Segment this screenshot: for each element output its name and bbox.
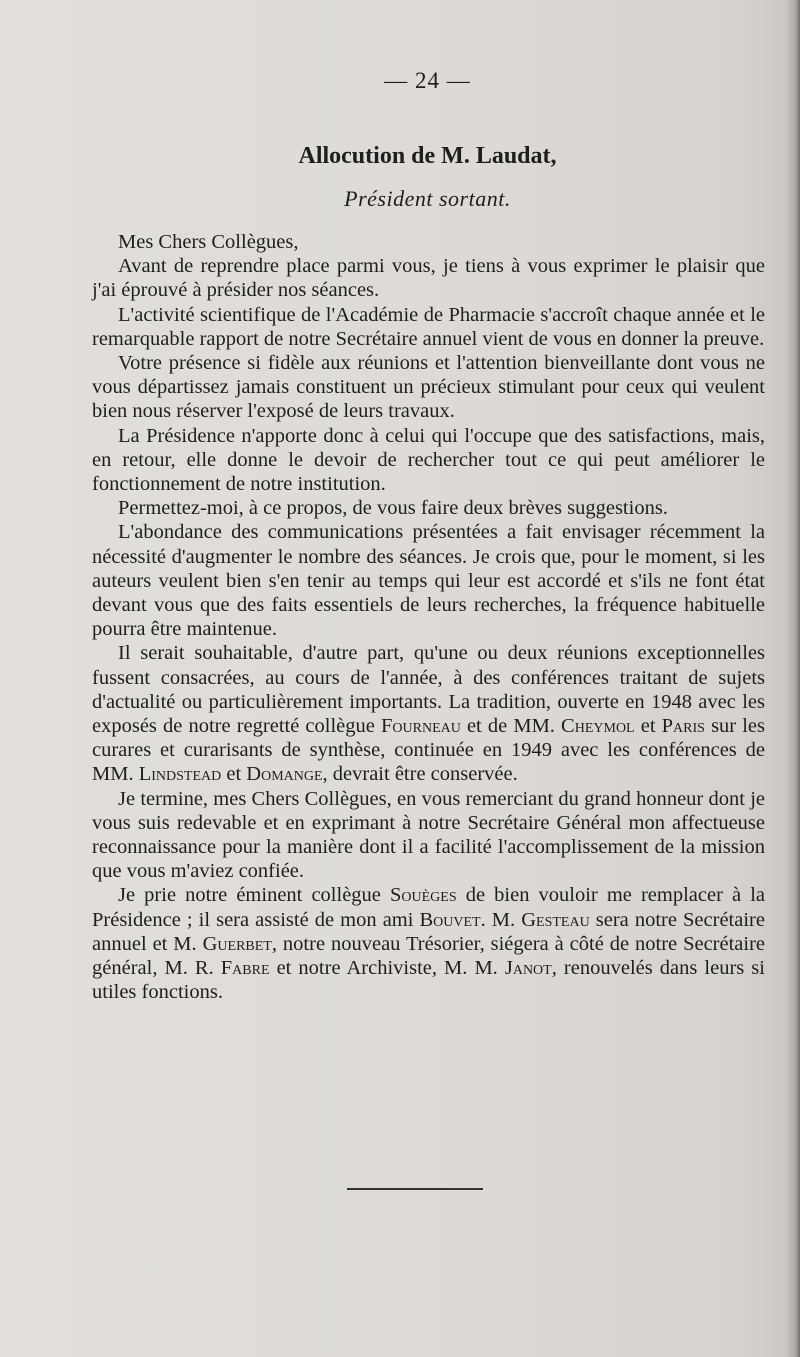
text-run: de bien vouloir me remplacer à la Présidence ; il sera assisté de mon ami (92, 884, 765, 931)
person-name: Cheymol (561, 715, 635, 738)
person-name: Guerbet (202, 932, 272, 955)
person-name: Fourneau (381, 715, 461, 738)
paragraph-7 (92, 641, 765, 786)
speech-subtitle: Président sortant. (344, 186, 511, 211)
text-run: Il serait souhaitable, d'autre part, qu'une ou deux réunions exceptionnelles fussent consacrées, au cours de l'année, à des conférences traitant de sujets d'actualité ou particulièrement importants. La tradition, ouverte en 1948 avec les exposés de notre regretté collègue (92, 642, 765, 738)
salutation: Mes Chers Collègues, (118, 231, 299, 253)
person-name: Paris (661, 715, 705, 738)
paragraph-1: Avant de reprendre place parmi vous, je tiens à vous exprimer le plaisir que j'ai éprouvé à présider nos séances. (92, 255, 765, 302)
paragraph-2: L'activité scientifique de l'Académie de Pharmacie s'accroît chaque année et le remarquable rapport de notre Secrétaire annuel vient de vous en donner la preuve. (92, 303, 765, 350)
text-run: et (221, 763, 247, 786)
paragraph-6: L'abondance des communications présentées a fait envisager récemment la nécessité d'augmenter le nombre des séances. Je crois que, pour le moment, si les auteurs veulent bien s'en tenir au temps qui leur est accordé et s'ils ne font état devant vous que des faits essentiels de leurs recherches, la fréquence habituelle pourra être maintenue. (92, 521, 765, 641)
person-name: Souèges (390, 884, 457, 907)
person-name: Domange (246, 763, 323, 786)
text-run: et de MM. (460, 715, 562, 738)
text-run: , renouvelés dans leurs si utiles fonctions. (92, 957, 765, 1004)
paragraph-9 (92, 883, 765, 1004)
paragraph-8: Je termine, mes Chers Collègues, en vous remerciant du grand honneur dont je vous suis redevable et en exprimant à notre Secrétaire Général mon affectueuse reconnaissance pour la manière dont il a facilité l'accomplissement de la mission que vous m'aviez confiée. (92, 787, 765, 883)
text-run: sera notre Secrétaire annuel et M. (92, 908, 765, 955)
text-run: , devrait être conservée. (322, 763, 518, 786)
paragraph-4: La Présidence n'apporte donc à celui qui l'occupe que des satisfactions, mais, en retour, elle donne le devoir de rechercher tout ce qui peut améliorer le fonctionnement de notre institution. (92, 424, 765, 496)
text-run: Je prie notre éminent collègue (118, 884, 390, 907)
text-run: . M. (480, 908, 522, 931)
paragraph-3: Votre présence si fidèle aux réunions et l'attention bienveillante dont vous ne vous départissez jamais constituent un précieux stimulant pour ceux qui veulent bien nous réserver l'exposé de leurs travaux. (92, 352, 765, 423)
speech-title: Allocution de M. Laudat, (298, 143, 557, 169)
person-name: Janot (504, 957, 552, 980)
page-number: — 24 — (384, 68, 471, 93)
text-run: , notre nouveau Trésorier, siégera à côté de notre Secrétaire général, M. R. (92, 932, 766, 980)
paragraph-5: Permettez-moi, à ce propos, de vous faire deux brèves suggestions. (118, 497, 668, 520)
person-name: Lindstead (138, 763, 222, 786)
person-name: Gesteau (521, 908, 590, 931)
person-name: Bouvet (419, 908, 481, 931)
text-run: et (634, 715, 662, 738)
person-name: Fabre (220, 957, 270, 980)
text-run: et notre Archiviste, M. M. (269, 957, 505, 980)
end-rule-divider (347, 1188, 483, 1190)
speech-body (92, 230, 765, 1005)
text-run: sur les curares et curarisants de synthèse, continuée en 1949 avec les conférences de MM. (92, 715, 766, 786)
